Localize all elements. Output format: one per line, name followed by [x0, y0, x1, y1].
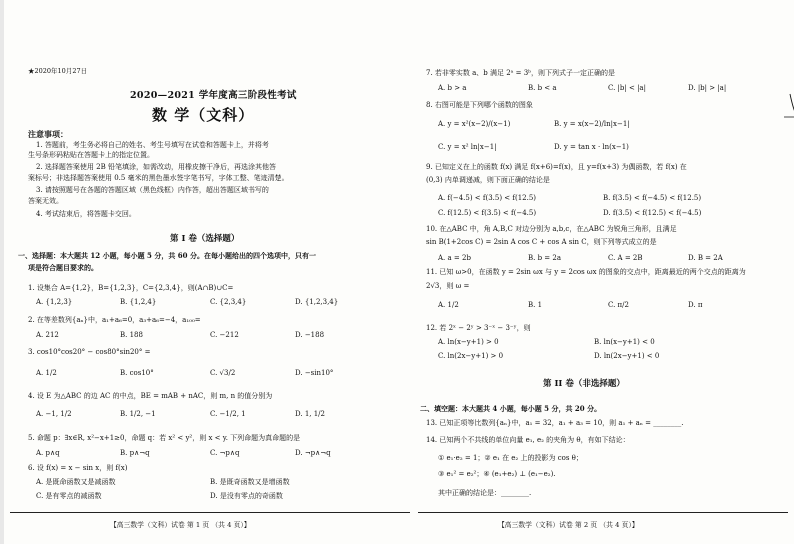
option: D. ¬p∧¬q [295, 449, 331, 457]
option: B. 是既奇函数又是增函数 [210, 478, 290, 486]
notice-line: 案标号；非选择题答案使用 0.5 毫米的黑色墨水签字笔书写，字体工整、笔迹清楚。 [28, 174, 289, 182]
subject-title: 数 学（文科） [152, 106, 255, 124]
option: B. p∧¬q [120, 449, 150, 457]
option: C. f(12.5) < f(3.5) < f(−4.5) [438, 209, 537, 217]
footer-rule [418, 512, 788, 513]
option: C. 是有零点的减函数 [36, 492, 102, 500]
option: A. a = 2b [438, 254, 471, 262]
notice-line: 1. 答题前，考生务必将自己的姓名、考生号填写在试卷和答题卡上，并将考 [36, 141, 269, 149]
question-stem: 2. 在等差数列{aₙ}中，a₁+a₆=0，a₃+a₆=−4，a₁₀₀= [28, 316, 201, 324]
question-14-statements: ③ e₁² = e₂²；④ (e₁+e₂) ⊥ (e₁−e₂). [438, 470, 556, 478]
question-stem: 3. cos10°cos20° − cos80°sin20° = [28, 348, 151, 356]
option: C. ln(2x−y+1) > 0 [438, 352, 504, 360]
question-stem: 6. 设 f(x) = x − sin x，则 f(x) [28, 464, 128, 472]
question-stem: 7. 若非零实数 a、b 满足 2ᵃ = 3ᵇ，则下列式子一定正确的是 [426, 69, 615, 77]
question-14-statements: ① e₁·e₂ = 1；② e₁ 在 e₂ 上的投影为 cos θ； [438, 454, 583, 462]
function-graph-figure [782, 91, 794, 137]
option: B. {1,2,4} [120, 298, 157, 306]
footer-left: 【高三数学（文科）试卷 第 1 页 （共 4 页）】 [110, 521, 251, 529]
option: A. 212 [36, 331, 59, 339]
question-stem: 11. 已知 ω>0，在函数 y = 2sin ωx 与 y = 2cos ωx 的图象的交点中，距离最近的两个交点的距离为 [426, 268, 746, 276]
exam-date: ★2020年10月27日 [28, 67, 88, 75]
option: A. 是既命函数又是减函数 [36, 478, 116, 486]
option: C. {2,3,4} [210, 298, 247, 306]
page-left [10, 0, 410, 544]
notice-title: 注意事项： [28, 129, 68, 139]
question-13: 13. 已知正项等比数列{aₙ}中，a₁ = 32，a₁ + a₃ = 10，则 a₁ + aₙ = ________. [426, 419, 684, 427]
option: B. 188 [120, 331, 143, 339]
footer-right: 【高三数学（文科）试卷 第 2 页 （共 4 页）】 [498, 521, 639, 529]
option: D. f(3.5) < f(12.5) < f(−4.5) [603, 209, 702, 217]
option: D. 是没有零点的奇函数 [210, 492, 283, 500]
option: D. B = 2A [688, 254, 723, 262]
exam-title: 2020—2021 学年度高三阶段性考试 [130, 90, 297, 101]
option: D. {1,2,3,4} [295, 298, 339, 306]
option: B. f(3.5) < f(−4.5) < f(12.5) [603, 194, 702, 202]
option: A. ln(x−y+1) > 0 [438, 338, 499, 346]
option: A. {1,2,3} [36, 298, 73, 306]
question-stem: 12. 若 2ˣ − 2ʸ > 3⁻ˣ − 3⁻ʸ，则 [426, 324, 531, 332]
question-stem: sin B(1+2cos C) = 2sin A cos C + cos A sin C，则下列等式成立的是 [426, 238, 657, 246]
scan-edge [0, 0, 4, 544]
option: D. |b| > |a| [688, 84, 727, 92]
option: B. ln(x−y+1) < 0 [594, 338, 655, 346]
option: A. 1/2 [36, 369, 57, 377]
notice-line: 4. 考试结束后，将答题卡交回。 [36, 210, 136, 218]
option: A. b > a [438, 84, 467, 92]
notice-line: 生号条形码粘贴在答题卡上的指定位置。 [28, 151, 154, 159]
option: C. A = 2B [608, 254, 643, 262]
option: C. −1/2, 1 [210, 410, 246, 418]
option: D. ln(2x−y+1) < 0 [594, 352, 660, 360]
question-stem: 8. 右图可能是下列哪个函数的图象 [426, 101, 533, 109]
option: C. ¬p∧q [210, 449, 240, 457]
part2-title: 第 II 卷（非选择题） [543, 379, 625, 389]
option: D. −sin10° [295, 369, 334, 377]
option: D. y = tan x · ln(x−1) [554, 143, 629, 151]
notice-line: 答案无效。 [28, 197, 63, 205]
curve-left [790, 94, 794, 119]
page-right [418, 0, 788, 544]
footer-rule [10, 512, 410, 513]
option: A. y = x²(x−2)/(x−1) [438, 120, 511, 128]
option: A. −1, 1/2 [36, 410, 72, 418]
question-stem: 5. 命题 p：∃x∈R, x²−x+1≥0，命题 q：若 x² < y²，则 x < y. 下列命题为真命题的是 [28, 434, 301, 442]
option: C. y = x² ln|x−1| [438, 143, 497, 151]
question-stem: 2√3，则 ω = [426, 282, 470, 290]
option: C. √3/2 [210, 369, 236, 377]
option: C. |b| < |a| [608, 84, 646, 92]
question-stem: 1. 设集合 A={1,2}，B={1,2,3}，C={2,3,4}，则(A∩B)∪C= [28, 284, 234, 292]
option: B. 1 [528, 301, 543, 309]
option: D. −188 [295, 331, 325, 339]
question-stem: 10. 在△ABC 中，角 A,B,C 对边分别为 a,b,c，在△ABC 为锐角三角形，且满足 [426, 225, 677, 233]
option: C. π/2 [608, 301, 629, 309]
option: A. f(−4.5) < f(3.5) < f(12.5) [438, 194, 537, 202]
option: B. b < a [528, 84, 557, 92]
option: B. y = x(x−2)/ln|x−1| [554, 120, 630, 128]
option: C. −212 [210, 331, 239, 339]
part1-intro: 一、选择题：本大题共 12 小题，每小题 5 分，共 60 分。在每小题给出的四个选项中，只有一 [18, 251, 316, 260]
question-stem: (0,3) 内单调递减，则下面正确的结论是 [426, 176, 550, 184]
part1-title: 第 I 卷（选择题） [170, 234, 240, 244]
part2-intro: 二、填空题：本大题共 4 小题，每小题 5 分，共 20 分。 [420, 404, 602, 413]
option: A. 1/2 [438, 301, 459, 309]
notice-line: 2. 选择题答案使用 2B 铅笔填涂，如需改动，用橡皮擦干净后，再选涂其他答 [36, 163, 276, 171]
option: B. cos10° [120, 369, 154, 377]
part1-intro: 项是符合题目要求的。 [28, 263, 98, 272]
option: B. 1/2, −1 [120, 410, 156, 418]
option: B. b = 2a [528, 254, 562, 262]
option: A. p∧q [36, 449, 60, 457]
question-stem: 4. 设 E 为△ABC 的边 AC 的中点，BE = mAB + nAC，则 m, n 的值分别为 [28, 392, 273, 400]
notice-line: 3. 请按照题号在各题的答题区域（黑色线框）内作答，超出答题区域书写的 [36, 186, 269, 194]
question-stem: 9. 已知定义在上的函数 f(x) 满足 f(x+6)=f(x)，且 y=f(x+3) 为偶函数，若 f(x) 在 [426, 163, 687, 171]
question-14-answer: 其中正确的结论是：________. [438, 489, 532, 497]
question-14: 14. 已知两个不共线的单位向量 e₁, e₂ 的夹角为 θ，有如下结论： [426, 436, 630, 444]
option: D. π [688, 301, 703, 309]
option: D. 1, 1/2 [295, 410, 325, 418]
